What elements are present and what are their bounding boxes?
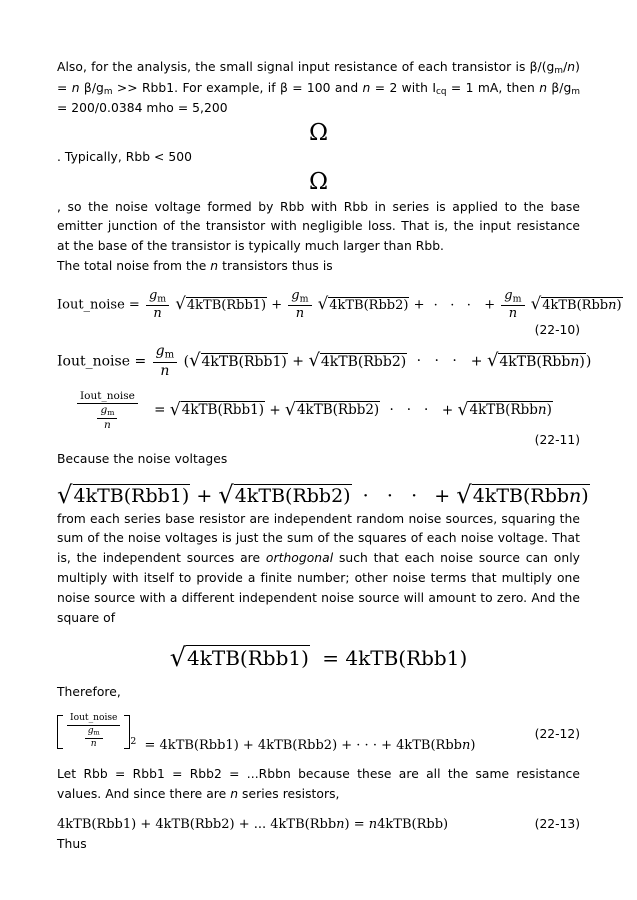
paragraph-intro-resistance [57, 58, 580, 119]
text-fragment: β/g [547, 80, 572, 95]
text-fragment: >> Rbb1. For example, if β = 100 and [112, 80, 363, 95]
text-fragment: / [563, 60, 568, 74]
italic-n: n [539, 80, 548, 95]
paren-open: ( [183, 353, 190, 370]
frac-numerator: g [504, 288, 513, 304]
equation-body [57, 391, 553, 431]
paragraph-because-noise-voltages: Because the noise voltages [57, 451, 228, 466]
text-fragment: = 2 with I [370, 80, 436, 95]
sqrt-term-n: √4kTB(Rbbn) [456, 479, 589, 509]
frac-numerator: g [148, 288, 158, 304]
equation-sqrt-sum [57, 479, 589, 509]
sqrt-term-1: √4kTB(Rbb1) [57, 479, 190, 509]
text-fragment: ) [470, 737, 476, 753]
plus-sign: + [484, 297, 496, 313]
frac-numerator-sub: m [512, 293, 522, 305]
text-fragment: β/g [79, 80, 104, 95]
ellipsis: · · · [362, 484, 424, 507]
omega-symbol-2: Ω [308, 169, 329, 196]
fraction-gm-over-n [146, 289, 169, 321]
equals-rhs: = 4kTB(Rbb1) [322, 645, 468, 670]
subscript-cq: cq [436, 86, 447, 97]
text-fragment: 4kTB(Rbb [472, 484, 570, 507]
frac-numerator-sub: m [107, 407, 115, 417]
exponent-2: 2 [130, 736, 137, 748]
equation-body [57, 714, 475, 752]
text-fragment: 4kTB(Rbb) [377, 816, 449, 832]
frac-numerator: g [100, 403, 108, 416]
sqrt-term-n: √4kTB(Rbbn) [486, 350, 585, 371]
paragraph-noise-voltage: , so the noise voltage formed by Rbb with Rbb in series is applied to the base emitter junction of the transistor with negligible loss. That is, the input resistance at the base of the transistor is typically much larger than Rbb. [57, 199, 580, 254]
sqrt-term-2: √4kTB(Rbb2) [284, 399, 380, 420]
equation-22-13 [57, 817, 580, 832]
inner-fraction [85, 727, 103, 749]
italic-n: n [570, 353, 580, 370]
subscript-m: m [103, 86, 113, 97]
italic-n: n [567, 60, 576, 74]
equation-body [57, 817, 448, 832]
ellipsis: · · · [416, 353, 462, 370]
plus-sign: + [269, 402, 281, 419]
frac-numerator-sub: m [299, 293, 309, 305]
text-fragment: ) [546, 402, 552, 419]
text-fragment: 4kTB(Rbb [542, 297, 609, 313]
plus-sign: + [292, 353, 305, 370]
paragraph-typical-rbb: . Typically, Rbb < 500 [57, 150, 192, 165]
sqrt-term-1: √4kTB(Rbb1) [169, 399, 265, 420]
text-fragment: transistors thus is [218, 259, 333, 274]
plus-sign: + [271, 297, 283, 313]
equation-number-22-13: (22-13) [534, 817, 580, 832]
fraction-ioutnoise-over-gm-n [77, 391, 138, 431]
text-fragment: Also, for the analysis, the small signal input resistance of each transistor is β/(g [57, 60, 555, 74]
plus-sign: + [413, 297, 425, 313]
text-fragment: ) = [57, 60, 580, 95]
ellipsis: · · · [433, 297, 476, 313]
inner-fraction [97, 405, 117, 431]
subscript-m: m [571, 86, 581, 97]
paragraph-thus: Thus [57, 836, 87, 851]
italic-n: n [368, 816, 378, 832]
frac-denominator: n [508, 306, 518, 322]
equation-body [57, 344, 591, 379]
frac-denominator: n [104, 418, 111, 431]
equation-lhs: Iout_noise = [57, 297, 140, 313]
sqrt-term-2: √4kTB(Rbb2) [218, 479, 351, 509]
sqrt-term-1: √4kTB(Rbb1) [189, 350, 287, 371]
text-fragment: = 200/0.0384 mho = 5,200 [57, 101, 228, 116]
frac-denominator: n [90, 738, 97, 749]
plus-sign: + [434, 484, 451, 507]
text-fragment: ) = [344, 816, 369, 832]
frac-numerator: Iout_noise [67, 714, 120, 726]
text-fragment: = 1 mA, then [446, 80, 540, 95]
equals-sign: = [154, 402, 166, 419]
text-fragment: ) [579, 353, 585, 370]
italic-n: n [336, 816, 345, 832]
frac-numerator-sub: m [164, 349, 175, 361]
italic-orthogonal: orthogonal [265, 551, 334, 566]
text-fragment: 4kTB(Rbb [469, 402, 538, 419]
frac-numerator: g [155, 342, 165, 359]
fraction-gm-over-n-2 [288, 289, 311, 321]
equation-body [57, 289, 623, 321]
plus-sign: + [196, 484, 213, 507]
equation-square-of-sqrt [57, 642, 580, 673]
fraction-ioutnoise-over-gm-n [67, 714, 120, 749]
equation-22-12 [57, 714, 580, 752]
equation-22-11-line2 [57, 391, 580, 431]
text-fragment: from each series base resistor are independent random noise sources, squaring the sum of the noise voltages is just the sum of the squares of each noise voltage. That is, the independent sources are [57, 511, 580, 566]
paragraph-orthogonal-sources [57, 510, 580, 629]
italic-n: n [71, 80, 80, 95]
text-fragment: ) [581, 484, 589, 507]
text-fragment: 4kTB(Rbb [499, 353, 571, 370]
equation-lhs: 4kTB(Rbb1) + 4kTB(Rbb2) + ... 4kTB(Rbb [57, 816, 337, 832]
equation-body [57, 479, 590, 509]
frac-numerator: Iout_noise [77, 391, 138, 404]
document-content [57, 58, 622, 854]
italic-n: n [537, 402, 547, 419]
text-fragment: Let Rbb = Rbb1 = Rbb2 = ...Rbbn because these are all the same resistance values. And since there are [57, 766, 580, 801]
paragraph-therefore: Therefore, [57, 684, 121, 699]
equation-22-10 [57, 288, 622, 322]
italic-n: n [462, 737, 471, 753]
fraction-gm-over-n [153, 344, 178, 379]
equation-number-22-10: (22-10) [534, 322, 580, 337]
sqrt-term-2: √4kTB(Rbb2) [317, 294, 409, 314]
sqrt-term-1: √4kTB(Rbb1) [175, 294, 267, 314]
plus-sign: + [470, 353, 483, 370]
frac-numerator: g [87, 726, 94, 737]
subscript-m: m [554, 66, 564, 77]
plus-sign: + [441, 402, 454, 419]
text-fragment: series resistors, [238, 786, 340, 801]
italic-n: n [210, 259, 219, 274]
sqrt-term-n: √4kTB(Rbbn) [457, 399, 552, 420]
equation-number-22-11: (22-11) [534, 432, 580, 447]
paragraph-let-rbb [57, 765, 580, 805]
italic-n: n [569, 484, 582, 507]
frac-denominator: n [295, 306, 305, 322]
sqrt-term-2: √4kTB(Rbb2) [308, 350, 407, 371]
sqrt-term-1: √4kTB(Rbb1) [169, 642, 309, 673]
italic-n: n [608, 297, 617, 313]
equation-number-22-12: (22-12) [534, 726, 580, 741]
frac-denominator: n [160, 363, 170, 379]
paragraph-total-noise [57, 257, 580, 277]
text-fragment: ) [616, 297, 622, 313]
frac-numerator-sub: m [93, 728, 100, 737]
omega-symbol-1: Ω [308, 120, 329, 146]
paren-close: ) [585, 353, 592, 370]
italic-n: n [362, 80, 371, 95]
equation-rhs: = 4kTB(Rbb1) + 4kTB(Rbb2) + · · · + 4kTB(Rbb [144, 737, 462, 753]
sqrt-term-n: √4kTB(Rbbn) [530, 294, 622, 314]
frac-numerator: g [291, 288, 300, 304]
bracket-left [57, 715, 63, 749]
ellipsis: · · · [389, 402, 433, 419]
italic-n: n [230, 786, 239, 801]
text-fragment: such that each noise source can only multiply with itself to provide a finite number; other noise terms that multiply one noise source with a different independent noise source will amount to zero. And the square of [57, 551, 580, 626]
fraction-gm-over-n-3 [501, 289, 524, 321]
text-fragment: The total noise from the [57, 259, 211, 274]
frac-denominator: n [153, 306, 162, 322]
equation-lhs: Iout_noise = [57, 353, 147, 370]
frac-numerator-sub: m [157, 293, 167, 305]
equation-22-11-line1 [57, 342, 592, 379]
equation-body [169, 642, 468, 673]
bracket-group [57, 714, 130, 749]
